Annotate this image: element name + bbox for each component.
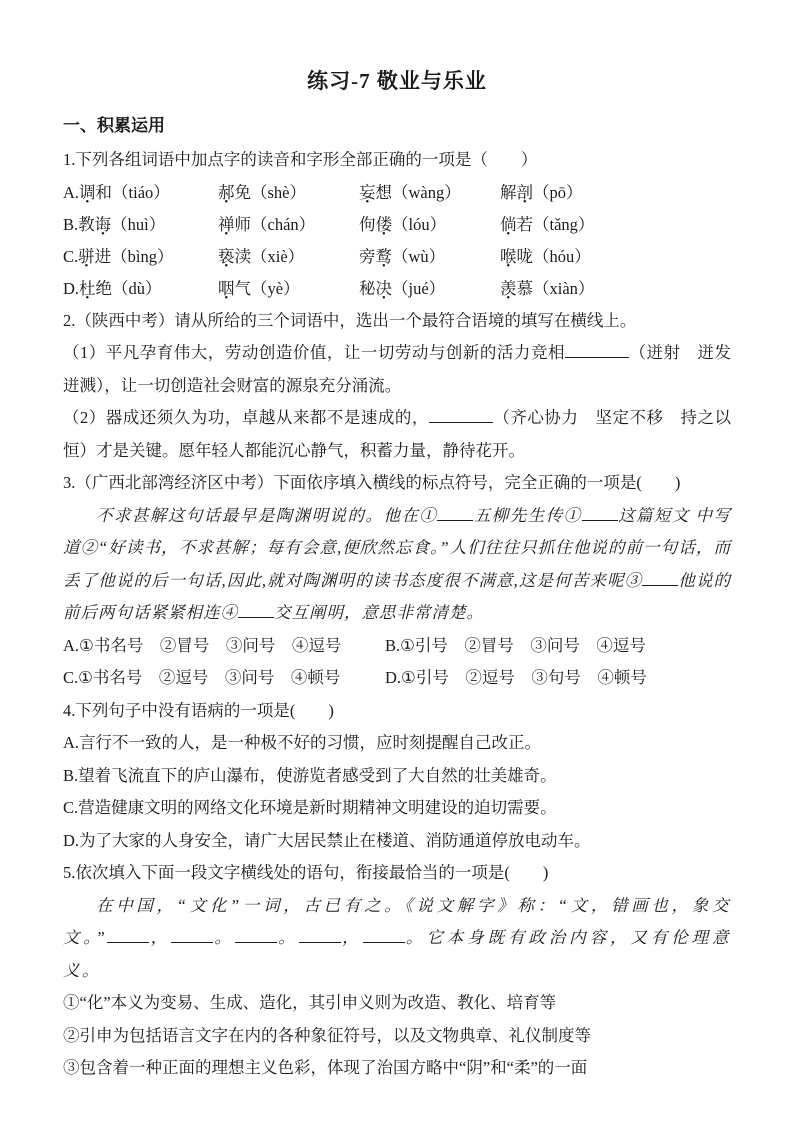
q5-stem: 5.依次填入下面一段文字横线处的语句，衔接最恰当的一项是( )	[63, 863, 549, 882]
q1-option-item	[63, 241, 205, 273]
q1-option-label: B.	[63, 214, 79, 234]
q1-word: 佝偻	[359, 214, 392, 234]
q1-pinyin: （wàng）	[392, 182, 461, 202]
q5-passage-text: 。	[276, 928, 299, 947]
q5-passage-text: ，	[340, 928, 363, 947]
q1-dotted-char: 郝	[218, 182, 235, 202]
q2-stem: 2.（陕西中考）请从所给的三个词语中，选出一个最符合语境的填写在横线上。	[63, 310, 637, 330]
q5-passage-blank	[363, 926, 405, 944]
q1-word: 亵渎	[218, 246, 251, 266]
q1-option-item	[359, 177, 487, 209]
q1-word: 妄想	[359, 182, 392, 202]
q5-numbered-sentence: ②引申为包括语言文字在内的各种象征符号，以及文物典章、礼仪制度等	[63, 1025, 591, 1045]
q3-passage-text: 他说的前后两句话紧紧相连④	[63, 570, 732, 622]
q1-word: 郝免	[218, 182, 251, 202]
q2-item-1-text-before: （1）平凡孕育伟大，劳动创造价值，让一切劳动与创新的活力竞相	[63, 343, 565, 362]
q2-item-1-blank	[565, 341, 629, 359]
q1-pinyin: （jué）	[392, 278, 446, 298]
q3-option: B.①引号 ②冒号 ③问号 ④逗号	[385, 635, 646, 655]
q1-dotted-char: 调	[79, 182, 96, 202]
q4-option: B.望着飞流直下的庐山瀑布，使游览者感受到了大自然的壮美雄奇。	[63, 765, 557, 785]
q3-option: C.①书名号 ②逗号 ③问号 ④顿号	[63, 668, 341, 687]
q2-item-2-text-before: （2）器成还须久为功，卓越从来都不是速成的，	[63, 408, 429, 427]
q1-pinyin: （xiàn）	[533, 278, 595, 298]
q5-passage-text: 在中国，“文化”一词，古已有之。《说文解字》称：“文，错画也，象交文。”	[63, 895, 731, 947]
q4-stem: 4.下列句子中没有语病的一项是( )	[63, 700, 334, 720]
q1-dotted-char: 杜	[79, 278, 96, 298]
q1-pinyin: （huì）	[111, 214, 166, 234]
q1-word: 教诲	[78, 214, 112, 234]
q2-item-2-blank	[429, 406, 493, 424]
q3-passage-text: 这篇短文 中写道②“好读书，不求甚解；每有会意,便欣然忘食。”人们往往只抓住他说的前一句话，而丢了他说的后一句话,因此,就对陶渊明的读书态度很不满意,这是何苦来呢③	[63, 505, 732, 590]
q1-option-item	[63, 177, 205, 209]
q1-pinyin: （bìng）	[111, 246, 174, 266]
q1-dotted-char: 羡	[500, 278, 517, 298]
q1-option-row	[63, 273, 731, 305]
q3-passage-blank	[437, 503, 473, 521]
q1-pinyin: （chán）	[251, 214, 316, 234]
q1-dotted-char: 决	[375, 278, 392, 298]
q1-dotted-char: 骈	[78, 246, 95, 266]
q1-word: 喉咙	[500, 246, 533, 266]
q1-option-item	[218, 241, 346, 273]
q1-pinyin: （hóu）	[533, 246, 591, 266]
q1-pinyin: （lóu）	[392, 214, 447, 234]
q3-option: A.①书名号 ②冒号 ③问号 ④逗号	[63, 635, 342, 655]
q1-option-item	[500, 241, 731, 273]
q3-passage-text: 五柳先生传①	[473, 505, 582, 525]
q1-option-label: D.	[63, 278, 80, 298]
q4-option: D.为了大家的人身安全，请广大居民禁止在楼道、消防通道停放电动车。	[63, 830, 591, 850]
q1-option-item	[218, 177, 346, 209]
q5-passage-text: 它本身既有政治内容，又有伦理意义。	[63, 928, 731, 980]
q1-word: 杜绝	[79, 278, 113, 298]
q1-pinyin: （dù）	[112, 278, 162, 298]
section-heading: 一、积累运用	[63, 116, 165, 135]
q3-passage-text: 交互阐明，意思非常清楚。	[274, 603, 484, 622]
q1-dotted-char: 妄	[359, 182, 376, 202]
q1-dotted-char: 倘	[500, 214, 517, 234]
q3-passage-blank	[238, 601, 274, 619]
q1-option-item	[500, 209, 731, 241]
q1-option-item	[63, 209, 205, 241]
q5-passage-blank	[235, 926, 277, 944]
q1-dotted-char: 喉	[500, 246, 517, 266]
q5-passage-blank	[299, 926, 341, 944]
q1-option-item	[359, 209, 487, 241]
q1-option-item	[359, 273, 487, 305]
q3-options	[63, 630, 731, 695]
q2-item-2-text-after: （齐心协力 坚定不移 持之以恒）才是关键。愿年轻人都能沉心静气，积蓄力量，静待花开。	[63, 408, 732, 460]
q1-word: 调和	[79, 182, 113, 202]
q5-numbered-sentence: ①“化”本义为变易、生成、造化，其引申义则为改造、教化、培育等	[63, 993, 557, 1012]
q1-word: 旁鹜	[359, 246, 392, 266]
q1-option-item	[218, 273, 346, 305]
q1-option-label: C.	[63, 246, 79, 266]
q1-word: 禅师	[218, 214, 251, 234]
q1-stem: 1.下列各组词语中加点字的读音和字形全部正确的一项是（ ）	[63, 150, 538, 169]
q5-passage-blank	[171, 926, 213, 944]
q2-item-1	[63, 337, 748, 402]
q5-passage-blank	[107, 926, 149, 944]
q1-pinyin: （shè）	[251, 182, 306, 202]
q1-word: 解剖	[500, 182, 533, 202]
q1-option-row	[63, 177, 731, 209]
q1-dotted-char: 亵	[218, 246, 235, 266]
q1-dotted-char: 剖	[516, 182, 533, 202]
q1-dotted-char: 禅	[218, 214, 235, 234]
q3-passage	[63, 500, 731, 630]
q1-pinyin: （pō）	[533, 182, 583, 202]
q1-pinyin: （xiè）	[251, 246, 305, 266]
q4-option: C.营造健康文明的网络文化环境是新时期精神文明建设的迫切需要。	[63, 798, 557, 817]
q1-dotted-char: 偻	[375, 214, 392, 234]
q1-option-label: A.	[63, 182, 80, 202]
q5-numbered-sentence: ③包含着一种正面的理想主义色彩，体现了治国方略中“阴”和“柔”的一面	[63, 1058, 588, 1077]
q1-option-row	[63, 241, 731, 273]
q1-word: 倘若	[500, 214, 533, 234]
q1-option-item	[500, 177, 731, 209]
q5-passage-text: ，	[149, 928, 172, 947]
q1-option-rows	[63, 177, 731, 305]
q1-dotted-char: 诲	[94, 214, 112, 234]
q1-option-item	[359, 241, 487, 273]
q1-word: 羡慕	[500, 278, 533, 298]
q3-stem: 3.（广西北部湾经济区中考）下面依序填入横线的标点符号，完全正确的一项是( )	[63, 473, 681, 492]
q3-passage-blank	[582, 503, 618, 521]
q1-word: 秘决	[359, 278, 392, 298]
q1-option-row	[63, 209, 731, 241]
q3-option: D.①引号 ②逗号 ③句号 ④顿号	[385, 668, 647, 687]
q3-passage-blank	[642, 568, 678, 586]
q1-pinyin: （wù）	[392, 246, 446, 266]
q2-item-2	[63, 402, 731, 467]
q4-option: A.言行不一致的人，是一种极不好的习惯，应时刻提醒自己改正。	[63, 733, 542, 752]
q1-option-item	[218, 209, 346, 241]
q1-word: 咽气	[218, 278, 251, 298]
q1-dotted-char: 鹜	[375, 246, 392, 266]
q1-pinyin: （yè）	[251, 278, 300, 298]
q5-passage-text: 。	[213, 928, 235, 947]
q3-passage-text: 不求甚解这句话最早是陶渊明说的。他在①	[96, 505, 438, 525]
q1-option-item	[63, 273, 205, 305]
q2-item-1-text-after: （迸射 迸发 迸溅），让一切创造社会财富的源泉充分涌流。	[63, 343, 748, 395]
q5-passage	[63, 890, 731, 988]
q4-options	[63, 727, 731, 857]
q1-option-item	[500, 273, 731, 305]
q5-passage-text: 。	[404, 928, 427, 947]
q5-numbered-sentences	[63, 987, 731, 1085]
q1-pinyin: （tǎng）	[533, 214, 595, 234]
q1-dotted-char: 咽	[218, 278, 235, 298]
q1-pinyin: （tiáo）	[112, 182, 170, 202]
page-title: 练习-7 敬业与乐业	[307, 69, 487, 93]
q1-word: 骈进	[78, 246, 112, 266]
